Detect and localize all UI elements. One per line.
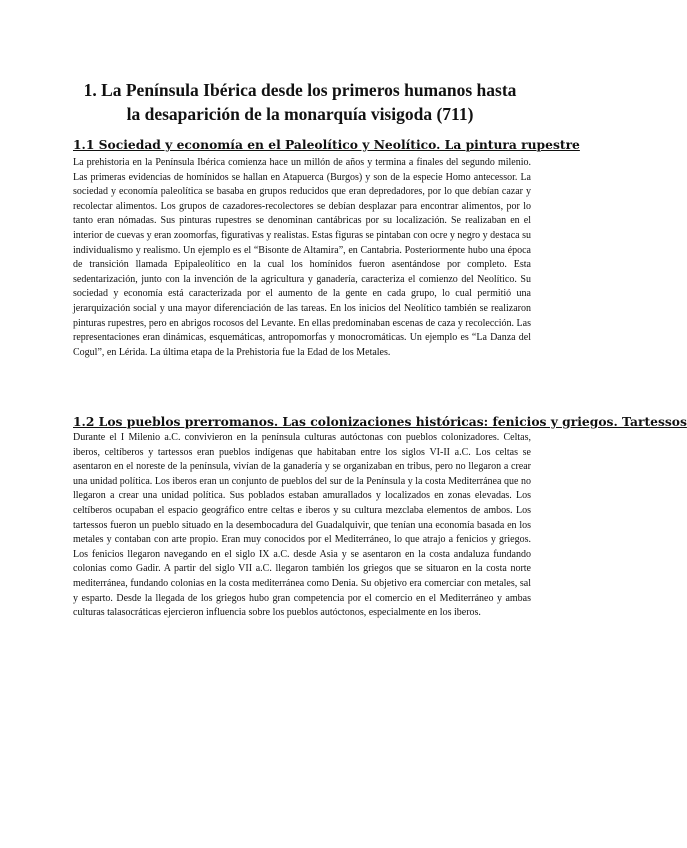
page-title-line-2: la desaparición de la monarquía visigoda (711): [126, 104, 474, 124]
section-heading-1-2: 1.2 Los pueblos prerromanos. Las colonizaciones históricas: fenicios y griegos. Tartessos: [73, 414, 687, 429]
page-title-line-1: 1. La Península Ibérica desde los primeros humanos hasta: [83, 80, 517, 100]
section-paragraph-1-2: Durante el I Milenio a.C. convivieron en la península culturas autóctonas con pueblos colonizadores. Celtas, iberos, celtíberos y tartessos eran pueblos indígenas que habitaban entre los siglos VI-II a.C. Los celtas se asentaron en el noreste de la península, vivían de la ganadería y se organizaban en tribus, pero no llegaron a crear una unidad política. Los iberos eran un conjunto de pueblos del sur de la Península y la costa Mediterránea que no llegaron a crear una unidad política. Sus poblados estaban amurallados y localizados en zonas elevadas. Los celtíberos ocupaban el espacio geográfico entre celtas e iberos y su cultura mezclaba elementos de ambos. Los tartessos fueron un pueblo situado en la desembocadura del Guadalquivir, que tenían una economía basada en los metales y contaban con arte propio. Eran muy conocidos por el Mediterráneo, lo que atrajo a fenicios y griegos. Los fenicios llegaron navegando en el siglo IX a.C. desde Asia y se asentaron en la costa andaluza fundando colonias como Gadir. A partir del siglo VII a.C. llegaron también los griegos que se situaron en la costa norte mediterránea, fundando colonias en la costa mediterránea como Denia. Su objetivo era comerciar con metales, sal y esparto. Desde la llegada de los griegos hubo gran competencia por el comercio en el Mediterráneo y ambas culturas talasocráticas ejercieron influencia sobre los pueblos autóctonos, especialmente en los iberos.: [73, 432, 531, 619]
section-heading-1-1: 1.1 Sociedad y economía en el Paleolítico y Neolítico. La pintura rupestre: [73, 137, 580, 152]
section-paragraph-1-1: La prehistoria en la Península Ibérica comienza hace un millón de años y termina a finales del segundo milenio. Las primeras evidencias de homínidos se hallan en Atapuerca (Burgos) y son de la especie Homo antecessor. La sociedad y economía paleolítica se basaba en grupos reducidos que eran depredadores, por lo que debían cazar y recolectar alimentos. Los grupos de cazadores-recolectores se debían desplazar para encontrar alimentos, por lo tanto eran nómadas. Sus pinturas rupestres se denominan cantábricas por su localización. Se realizaban en el interior de cuevas y eran zoomorfas, figurativas y realistas. Estas figuras se pintaban con ocre y negro y destaca su individualismo y realismo. Un ejemplo es el “Bisonte de Altamira”, en Cantabria. Posteriormente hubo una época de transición llamada Epipaleolítico en la cual los homínidos fueron asentándose por completo. Esta sedentarización, junto con la invención de la agricultura y ganadería, caracteriza el comienzo del Neolítico. Su sociedad y economía está caracterizada por el aumento de la gente en cada grupo, lo cual permitió una jerarquización social y una mayor diferenciación de las tareas. En los inicios del Neolítico también se realizaron pinturas rupestres, pero en abrigos rocosos del Levante. En ellas predominaban escenas de caza y recolección. Las representaciones eran dinámicas, esquemáticas, antropomorfas y monocromáticas. Un ejemplo es “La Danza del Cogul”, en Lérida. La última etapa de la Prehistoria fue la Edad de los Metales.: [73, 157, 531, 358]
page-title: [60, 78, 540, 126]
